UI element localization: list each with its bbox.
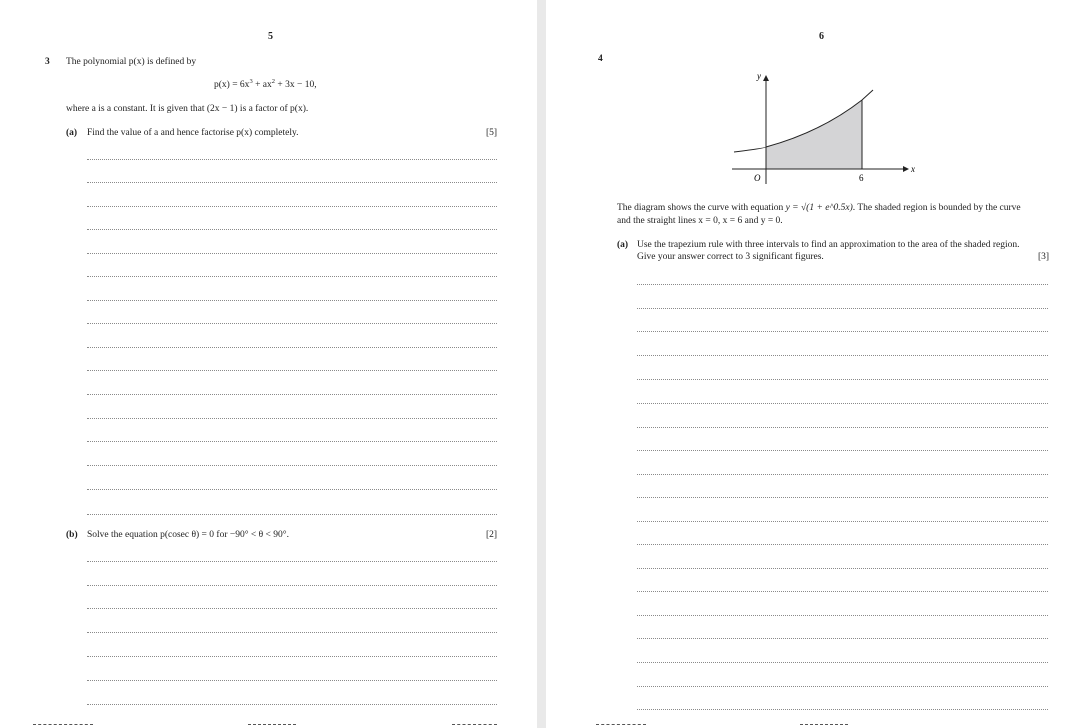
answer-line[interactable] (637, 355, 1048, 356)
answer-line[interactable] (637, 638, 1048, 639)
answer-line[interactable] (637, 379, 1048, 380)
question-number: 4 (598, 54, 603, 64)
answer-line[interactable] (87, 347, 497, 348)
page-number: 6 (819, 31, 824, 42)
origin-label: O (754, 173, 761, 183)
answer-line[interactable] (637, 686, 1048, 687)
question-condition: where a is a constant. It is given that (2x − 1) is a factor of p(x). (66, 104, 309, 114)
footer-fragment (800, 724, 848, 725)
equation-lhs: p(x) = 6x (214, 80, 250, 90)
answer-line[interactable] (637, 568, 1048, 569)
curve-diagram (726, 68, 926, 186)
answer-line[interactable] (637, 591, 1048, 592)
footer-fragment (248, 724, 296, 725)
answer-line[interactable] (87, 394, 497, 395)
part-b-marks: [2] (486, 530, 498, 540)
answer-line[interactable] (87, 608, 497, 609)
page-number: 5 (268, 31, 273, 42)
x-axis-label: x (911, 164, 915, 174)
answer-line[interactable] (87, 253, 497, 254)
answer-line[interactable] (637, 497, 1048, 498)
answer-line[interactable] (637, 662, 1048, 663)
equation-exponent: 2 (271, 78, 276, 85)
part-a-marks: [5] (486, 128, 498, 138)
answer-line[interactable] (87, 465, 497, 466)
answer-line[interactable] (87, 585, 497, 586)
description-line-2: and the straight lines x = 0, x = 6 and y = 0. (617, 216, 783, 226)
answer-line[interactable] (87, 632, 497, 633)
equation-exponent: 3 (249, 78, 253, 85)
part-b-label: (b) (66, 530, 78, 540)
answer-line[interactable] (87, 229, 497, 230)
question-number: 3 (45, 57, 50, 67)
answer-line[interactable] (87, 656, 497, 657)
answer-line[interactable] (637, 474, 1048, 475)
exam-page-6 (546, 0, 1080, 728)
exam-page-5 (0, 0, 537, 728)
answer-line[interactable] (87, 489, 497, 490)
answer-line[interactable] (637, 403, 1048, 404)
question-intro: The polynomial p(x) is defined by (66, 57, 197, 67)
answer-line[interactable] (87, 514, 497, 515)
answer-line[interactable] (87, 300, 497, 301)
answer-line[interactable] (637, 521, 1048, 522)
description-text: The diagram shows the curve with equation (617, 203, 784, 213)
answer-line[interactable] (87, 323, 497, 324)
answer-line[interactable] (87, 159, 497, 160)
part-b-text: Solve the equation p(cosec θ) = 0 for −90° < θ < 90°. (87, 530, 289, 540)
part-a-label: (a) (66, 128, 78, 138)
footer-fragment (33, 724, 93, 725)
answer-line[interactable] (87, 418, 497, 419)
answer-line[interactable] (637, 709, 1048, 710)
curve-equation: y = √(1 + e^0.5x) (785, 203, 853, 213)
answer-line[interactable] (87, 441, 497, 442)
y-axis-label: y (757, 71, 761, 81)
answer-line[interactable] (87, 704, 497, 705)
part-a-label: (a) (617, 240, 629, 250)
polynomial-equation (214, 80, 317, 90)
answer-line[interactable] (637, 308, 1048, 309)
answer-line[interactable] (637, 331, 1048, 332)
footer-fragment (596, 724, 646, 725)
answer-line[interactable] (637, 450, 1048, 451)
description-text: . The shaded region is bounded by the curve (852, 203, 1021, 213)
answer-line[interactable] (87, 206, 497, 207)
answer-line[interactable] (637, 284, 1048, 285)
answer-line[interactable] (637, 544, 1048, 545)
x-tick-label: 6 (859, 173, 864, 183)
answer-line[interactable] (87, 276, 497, 277)
equation-rhs: + 3x − 10, (275, 80, 317, 90)
answer-line[interactable] (637, 615, 1048, 616)
part-a-marks: [3] (1038, 252, 1050, 262)
part-a-text-line-2: Give your answer correct to 3 significant figures. (637, 252, 824, 262)
description-line-1 (617, 203, 1021, 213)
footer-fragment (452, 724, 497, 725)
answer-line[interactable] (87, 561, 497, 562)
answer-line[interactable] (637, 427, 1048, 428)
equation-middle: + ax (252, 80, 272, 90)
answer-line[interactable] (87, 182, 497, 183)
part-a-text-line-1: Use the trapezium rule with three intervals to find an approximation to the area of the shaded region. (637, 240, 1020, 250)
answer-line[interactable] (87, 680, 497, 681)
part-a-text: Find the value of a and hence factorise p(x) completely. (87, 128, 299, 138)
answer-line[interactable] (87, 370, 497, 371)
